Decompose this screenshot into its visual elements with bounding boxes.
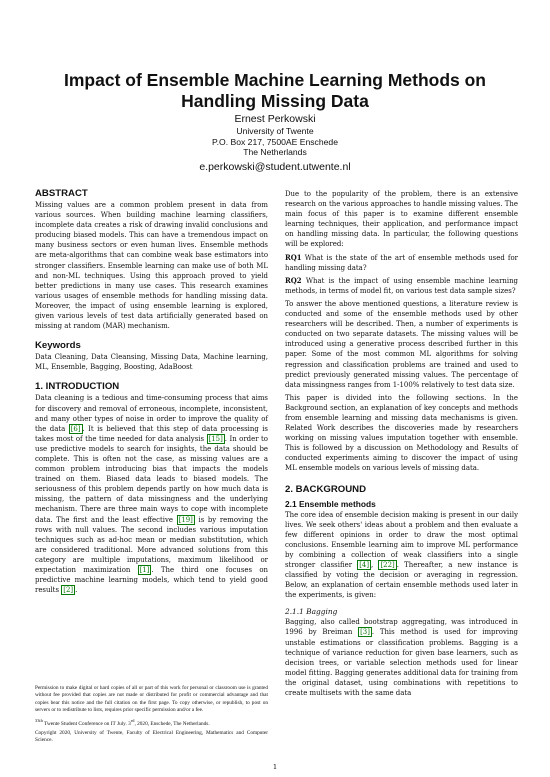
copyright-notice: Copyright 2020, University of Twente, Faculty of Electrical Engineering, Mathematics and Computer Science. bbox=[35, 729, 268, 744]
text-run: The core idea of ensemble decision making is present in our daily lives. We seek others' ideas about a problem and then evaluate a few different opinions in order to draw the most optimal conclusions. Ensemble learning aim to improve ML performance by combining a collection of weak classifiers into a single stronger classifier bbox=[285, 510, 518, 569]
text-run: . Thereafter, a new instance is classified by voting the decision or averaging in regression. Below, an explanation of certain ensemble methods used later in the experiments, is given: bbox=[285, 561, 518, 600]
citation-link[interactable]: [15] bbox=[208, 434, 223, 443]
affiliation-line: P.O. Box 217, 7500AE Enschede bbox=[212, 136, 338, 147]
keywords-text: Data Cleaning, Data Cleansing, Missing Data, Machine learning, ML, Ensemble, Bagging, Boosting, AdaBoost bbox=[35, 353, 268, 372]
text-run: Data cleaning is a tedious and time-consuming process that aims for discovery and removal of erroneous, incomplete, inconsistent, and many other types of noise in order to improve the quality of the data bbox=[35, 394, 268, 433]
text-run: What is the state of the art of ensemble methods used for handling missing data? bbox=[285, 253, 518, 272]
page-number: 1 bbox=[272, 763, 278, 771]
background-heading: 2. BACKGROUND bbox=[285, 483, 367, 495]
text-run: , bbox=[371, 561, 379, 569]
citation-link[interactable]: [2] bbox=[63, 586, 74, 595]
rq-label: RQ1 bbox=[285, 252, 302, 262]
ensemble-paragraph bbox=[285, 510, 518, 601]
ensemble-methods-heading: 2.1 Ensemble methods bbox=[285, 498, 376, 509]
text-run: What is the impact of using ensemble machine learning methods, in terms of model fit, on various test data sample sizes? bbox=[285, 276, 518, 295]
citation-link[interactable]: [6] bbox=[70, 424, 81, 433]
sup: 33 bbox=[35, 717, 40, 723]
research-question-2 bbox=[285, 276, 518, 296]
introduction-paragraph bbox=[35, 393, 268, 595]
keywords-heading: Keywords bbox=[35, 340, 81, 352]
research-question-1 bbox=[285, 253, 518, 273]
author-block bbox=[40, 113, 510, 174]
affiliation-line: University of Twente bbox=[236, 126, 314, 136]
abstract-text: Missing values are a common problem present in data from various sources. When building machine learning classifiers, incomplete data creates a risk of drawing invalid conclusions and producing biased models. This can have a tremendous impact on many business sectors or even human lives. Ensemble methods are meta-algorithms that can combine weak base estimators into stronger classifiers. Ensemble learning can make use of both ML and non-ML techniques. Using this approach proved to yield better predictions in many use cases. This research examines various usages of ensemble methods for handling missing data. Moreover, the impact of using ensemble learning is explored, given various levels of test data artificially generated based on missing at random (MAR) mechanism. bbox=[35, 201, 268, 331]
introduction-heading: 1. INTRODUCTION bbox=[35, 381, 120, 393]
right-column bbox=[285, 189, 518, 698]
author-name: Ernest Perkowski bbox=[234, 113, 316, 125]
paper-structure-paragraph: This paper is divided into the following sections. In the Background section, an explanation of key concepts and methods from ensemble learning and missing data mechanisms is given. Related Work describes the discoveries made by researchers working on missing values imputation together with ensemble. This is followed by a discussion on Methodology and Results of conducted experiments aiming to discover the impact of using ML ensemble models on various levels of missing data. bbox=[285, 393, 518, 473]
abstract-heading: ABSTRACT bbox=[35, 188, 88, 199]
text-run: is by removing the rows with null values. The second includes various imputation techniques such as ad-hoc mean or median substitution, which are considered traditional. More advanced solutions from this category are multiple imputations, maximum likelihood or expectation maximization bbox=[35, 515, 268, 574]
bagging-heading: 2.1.1 Bagging bbox=[285, 607, 338, 617]
text-run: . The third one focuses on predictive machine learning models, which tend to yield good results bbox=[35, 566, 268, 595]
method-overview-paragraph: To answer the above mentioned questions, a literature review is conducted and some of the ensemble methods used by other researchers will be described. Then, a number of experiments is conducted on two separate datasets. The missing values will be introduced using a generative process described further in this paper. Some of the most common ML algorithms for solving regression and classification problems are trained and used to predict previously generated missing values. The percentage of data missingness ranges from 1-100% relatively to test data size. bbox=[285, 299, 518, 389]
citation-link[interactable]: [4] bbox=[359, 561, 370, 569]
bagging-paragraph bbox=[285, 617, 518, 698]
author-email[interactable]: e.perkowski@student.utwente.nl bbox=[199, 160, 351, 173]
affiliation-line: The Netherlands bbox=[243, 147, 307, 157]
text-run: Twente Student Conference on IT July. 3 bbox=[42, 720, 131, 727]
citation-link[interactable]: [19] bbox=[178, 515, 193, 524]
text-run: . It is believed that this step of data processing is takes most of the time needed for data analysis bbox=[35, 424, 268, 443]
citation-link[interactable]: [3] bbox=[360, 628, 370, 637]
paper-title: Impact of Ensemble Machine Learning Methods on Handling Missing Data bbox=[64, 70, 486, 111]
text-run: , 2020, Enschede, The Netherlands. bbox=[134, 720, 210, 727]
sup: rd bbox=[130, 717, 135, 723]
text-run: . bbox=[75, 586, 78, 595]
text-run: . This method is used for improving unstable estimations or classification problems. Bagging is a technique of variance reduction for given base learners, such as decision trees, or variable selection methods used for linear model fitting. Bagging generates additional data for training from the original dataset, using combinations with repetitions to create multisets with the same data bbox=[285, 628, 518, 698]
text-run: . In order to use predictive models to search for insights, the data should be complete. This is often not the case, as missing values are a common problem introducing bias that impacts the models trained on them. Biased data leads to biased models. The seriousness of this problem depends partly on how much data is missing, the pattern of data missingness and the underlying mechanism. There are three main ways to cope with incomplete data. The first and the least effective bbox=[35, 434, 268, 524]
intro-continued-paragraph: Due to the popularity of the problem, there is an extensive research on the various approaches to handle missing values. The main focus of this paper is to examine different ensemble learning techniques, their application, and performance impact on handling missing data. In particular, the following questions will be explored: bbox=[285, 190, 518, 249]
left-column bbox=[35, 187, 268, 595]
permission-notice: Permission to make digital or hard copies of all or part of this work for personal or classroom use is granted without fee provided that copies are not made or distributed for profit or commercial advantage and that copies bear this notice and the full citation on the first page. To copy otherwise, or republish, to post on servers or to redistribute to lists, requires prior specific permission and/or a fee. bbox=[35, 685, 268, 714]
conference-notice bbox=[35, 717, 268, 728]
sup: th bbox=[39, 717, 43, 723]
copyright-footnote bbox=[35, 685, 268, 747]
citation-link[interactable]: [22] bbox=[380, 561, 395, 569]
text-run: Bagging, also called bootstrap aggregating, was introduced in 1996 by Breiman bbox=[285, 618, 518, 637]
rq-label: RQ2 bbox=[285, 275, 302, 285]
citation-link[interactable]: [1] bbox=[139, 566, 150, 574]
